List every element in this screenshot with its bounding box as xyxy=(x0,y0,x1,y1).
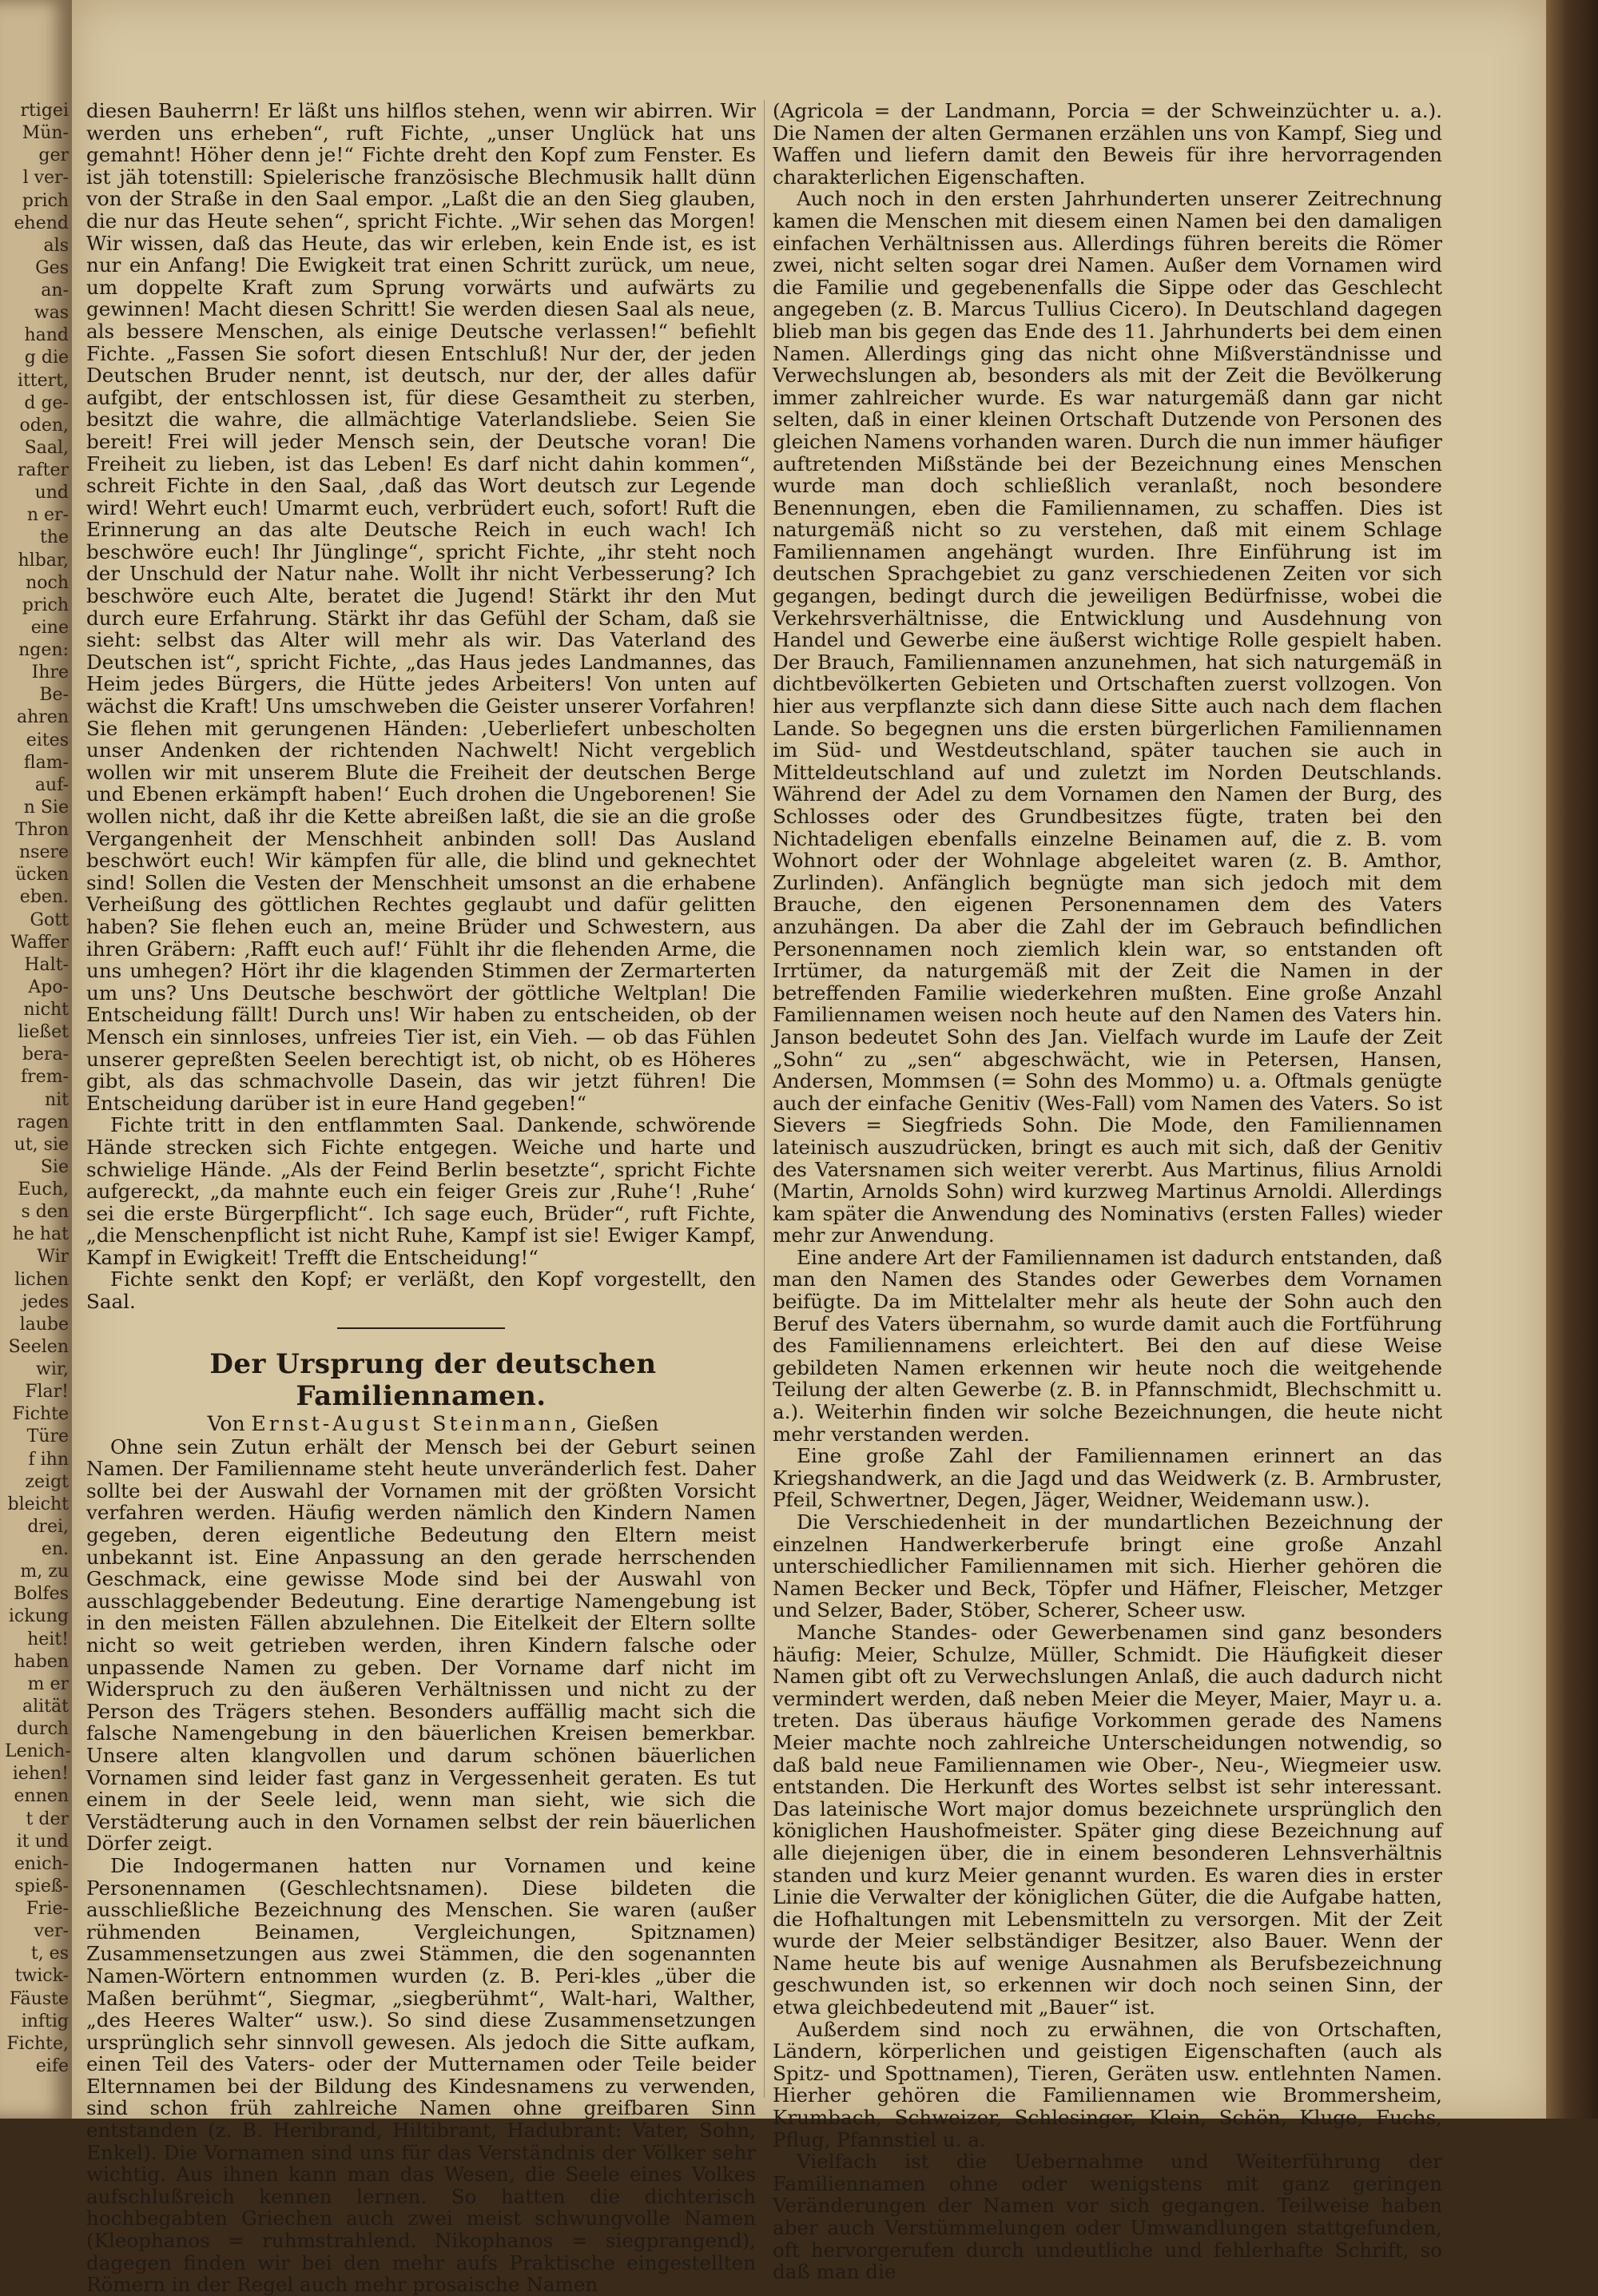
margin-fragment: eben. xyxy=(19,887,69,908)
margin-fragment: spieß- xyxy=(14,1876,69,1896)
margin-fragment: oden, xyxy=(19,415,69,436)
margin-fragment: an- xyxy=(41,281,69,300)
byline-author: Ernst-August Steinmann, xyxy=(251,1411,581,1435)
margin-fragment: m er xyxy=(27,1673,69,1694)
margin-fragment: it und xyxy=(16,1831,69,1852)
margin-fragment: rafter xyxy=(17,460,69,480)
margin-fragment: the xyxy=(39,527,69,548)
margin-fragment: nsere xyxy=(18,842,69,863)
margin-fragment: heit! xyxy=(27,1629,69,1649)
book-binding-edge xyxy=(1546,0,1598,2119)
margin-fragment: s den xyxy=(21,1202,69,1223)
margin-fragment: ehend xyxy=(14,213,69,233)
margin-fragment: en. xyxy=(41,1539,69,1559)
margin-fragment: inftig xyxy=(21,2011,69,2031)
margin-fragment: ngen: xyxy=(18,640,69,660)
margin-fragment: bleicht xyxy=(7,1494,69,1514)
margin-fragment: d ge- xyxy=(24,392,69,413)
column-right xyxy=(773,99,1442,2284)
margin-fragment: ücken xyxy=(14,865,69,885)
margin-fragment: enich- xyxy=(14,1853,69,1874)
margin-fragment: Thron xyxy=(15,820,69,840)
margin-fragment: l ver- xyxy=(22,168,69,189)
margin-fragment: t, es xyxy=(30,1944,69,1964)
margin-fragment: flam- xyxy=(23,752,69,773)
margin-fragment: Gott xyxy=(30,909,69,930)
margin-fragment: was xyxy=(34,303,69,324)
margin-fragment: ahren xyxy=(17,707,69,728)
margin-fragment: n er- xyxy=(26,505,69,526)
margin-fragment: als xyxy=(43,235,69,256)
margin-fragment: bera- xyxy=(22,1045,69,1065)
margin-fragment: ittert, xyxy=(17,370,69,391)
margin-fragment: lichen xyxy=(14,1269,69,1290)
article2-paragraph: Eine große Zahl der Familiennamen erinnert an das Kriegshandwerk, an die Jagd und das Weidwerk (z. B. Armbruster, Pfeil, Schwertner, Degen, Jäger, Weidner, Weidemann usw.). xyxy=(773,1444,1442,1512)
margin-fragment: iehen! xyxy=(12,1764,69,1785)
byline-place: Gießen xyxy=(586,1411,659,1435)
byline-prefix: Von xyxy=(207,1411,245,1435)
margin-fragment: nit xyxy=(44,1089,69,1110)
margin-fragment: eine xyxy=(30,617,69,638)
article1-paragraph: Fichte senkt den Kopf; er verläßt, den Kopf vorgestellt, den Saal. xyxy=(86,1267,756,1314)
margin-fragment: durch xyxy=(16,1719,69,1739)
margin-fragment: Waffer xyxy=(10,932,69,953)
margin-fragment: Bolfes xyxy=(14,1584,69,1605)
margin-fragment: Ges xyxy=(35,257,69,278)
margin-fragment: ließet xyxy=(18,1022,69,1043)
margin-fragment: eites xyxy=(26,730,69,750)
margin-fragment: zeigt xyxy=(25,1471,69,1492)
margin-fragment: frem- xyxy=(21,1067,69,1088)
column-divider xyxy=(764,100,765,2098)
margin-fragment: rtigei xyxy=(20,101,69,121)
margin-fragment: Lenich- xyxy=(5,1741,71,1762)
margin-fragment: Halt- xyxy=(24,954,69,975)
article2-paragraph: Ohne sein Zutun erhält der Mensch bei der Geburt seinen Namen. Der Familienname steht heute unveränderlich fest. Daher sollte bei der Auswahl der Vornamen mit der größten Vorsicht verfahren werden. Häufig werden nämlich den Kindern Namen gegeben, deren eigentliche Bedeutung den Eltern meist unbekannt ist. Eine Anpassung an den gerade herrschenden Geschmack, eine gewisse Mode sind bei der Auswahl von ausschlaggebender Bedeutung. Eine derartige Namengebung ist in den meisten Fällen abzulehnen. Die Eitelkeit der Eltern sollte nicht so weit getrieben werden, ihren Kindern falsche oder unpassende Namen zu geben. Der Vorname darf nicht im Widerspruch zu den äußeren Verhältnissen und nicht zu der Person des Trägers stehen. Besonders auffällig macht sich die falsche Namengebung in den bäuerlichen Kreisen bemerkbar. Unsere alten klangvollen und darum schönen bäuerlichen Vornamen sind leider fast ganz in Vergessenheit geraten. Es tut einem in der Seele leid, wenn man sieht, wie sich die Verstädterung auch in den Vornamen selbst der rein bäuerlichen Dörfer zeigt. xyxy=(86,1435,756,1856)
column-left xyxy=(86,99,756,2296)
margin-fragment: eife xyxy=(35,2055,69,2076)
margin-fragment: Flar! xyxy=(25,1382,69,1403)
article2-paragraph: Vielfach ist die Uebernahme und Weiterführung der Familiennamen ohne oder wenigstens mit ganz geringen Veränderungen der Namen vor sich gegangen. Teilweise haben aber auch Verstümmelungen oder Umwandlungen stattgefunden, oft hervorgerufen durch undeutliche und fehlerhafte Schrift, so daß man die xyxy=(773,2150,1442,2284)
margin-fragment: he hat xyxy=(12,1224,69,1245)
margin-fragment: Fichte xyxy=(12,1404,69,1425)
margin-fragment: Türe xyxy=(26,1427,69,1447)
margin-fragment: m, zu xyxy=(20,1562,69,1582)
article2-paragraph: (Agricola = der Landmann, Porcia = der Schweinzüchter u. a.). Die Namen der alten Germanen erzählen uns von Kampf, Sieg und Waffen und liefern damit den Beweis für ihre hervorragenden charakterlichen Eigenschaften. xyxy=(773,99,1442,189)
margin-fragment: Saal, xyxy=(24,437,69,458)
margin-fragment: und xyxy=(34,483,69,503)
margin-fragment: ickung xyxy=(8,1606,69,1627)
margin-fragment: Fäuste xyxy=(9,1988,69,2009)
margin-fragment: auf- xyxy=(34,774,69,795)
margin-fragment: Mün- xyxy=(22,123,69,144)
margin-fragment: t der xyxy=(26,1809,69,1829)
margin-fragment: ver- xyxy=(34,1921,69,1942)
margin-fragment: prich xyxy=(22,595,69,615)
article2-paragraph: Die Indogermanen hatten nur Vornamen und keine Personennamen (Geschlechtsnamen). Diese bildeten die ausschließliche Bezeichnung des Menschen. Sie waren (außer rühmenden Beinamen, Vergleichungen, Spitznamen) Zusammensetzungen aus zwei Stämmen, die den sogenannten Namen-Wörtern entnommen wurden (z. B. Peri-kles „über die Maßen berühmt“, Siegmar, „siegberühmt“, Walt-hari, Walther, „des Heeres Walter“ usw.). So sind diese Zusammensetzungen ursprünglich sehr sinnvoll gewesen. Als jedoch die Sitte aufkam, einen Teil des Vaters- oder der Mutternamen oder Teile beider Elternnamen bei der Bildung des Kindesnamens zu verwenden, sind schon früh zahlreiche Namen ohne greifbaren Sinn entstanden (z. B. Heribrand, Hiltibrant, Hadubrant: Vater, Sohn, Enkel). Die Vornamen sind uns für das Verständnis der Völker sehr wichtig. Aus ihnen kann man das Wesen, die Seele eines Volkes aufschlußreich kennen lernen. So hatten die dichterisch hochbegabten Griechen auch zwei meist schwungvolle Namen (Kleophanos = ruhmstrahlend. Nikophanos = siegprangend), dagegen finden wir bei den mehr aufs Praktische eingestellten Römern in der Regel auch mehr prosaische Namen xyxy=(86,1853,756,2296)
margin-fragment: Sie xyxy=(40,1156,69,1177)
article2-paragraph: Auch noch in den ersten Jahrhunderten unserer Zeitrechnung kamen die Menschen mit diesem einen Namen bei den damaligen einfachen Verhältnissen aus. Allerdings führen bereits die Römer zwei, nicht selten sogar drei Namen. Außer dem Vornamen wird die Familie und gegebenenfalls die Sippe oder das Geschlecht angegeben (z. B. Marcus Tullius Cicero). In Deutschland dagegen blieb man bis gegen das Ende des 11. Jahrhunderts bei dem einen Namen. Allerdings ging das nicht ohne Mißverständnisse und Verwechslungen ab, besonders als mit der Zeit die Bevölkerung immer zahlreicher wurde. Es war naturgemäß dann gar nicht selten, daß in einer kleinen Ortschaft Dutzende von Personen des gleichen Namens vorhanden waren. Durch die nun immer häufiger auftretenden Mißstände bei der Bezeichnung eines Menschen wurde man doch schließlich veranlaßt, noch besondere Benennungen, eben die Familiennamen, zu schaffen. Dies ist naturgemäß nicht so zu verstehen, daß mit einem Schlage Familiennamen angehängt wurden. Ihre Einführung ist im deutschen Sprachgebiet zu ganz verschiedenen Zeiten vor sich gegangen, bedingt durch die jeweiligen Bedürfnisse, wobei die Verkehrsverhältnisse, die Entwicklung und Ausdehnung von Handel und Gewerbe eine äußerst wichtige Rolle gespielt haben. Der Brauch, Familiennamen anzunehmen, hat sich naturgemäß in dichtbevölkerten Gebieten und Ortschaften zuerst vollzogen. Von hier aus verpflanzte sich dann diese Sitte auch nach dem flachen Lande. So begegnen uns die ersten bürgerlichen Familiennamen im Süd- und Westdeutschland, später tauchen sie auch in Mitteldeutschland auf und zuletzt im Norden Deutschlands. Während der Adel zu dem Vornamen den Namen der Burg, des Schlosses oder des Grundbesitzes fügte, traten bei den Nichtadeligen ebenfalls einzelne Beinamen auf, die z. B. vom Wohnort oder der Wohnlage abgeleitet waren (z. B. Amthor, Zurlinden). Anfänglich begnügte man sich jedoch mit dem Brauche, den eigenen Personennamen dem des Vaters anzuhängen. Da aber die Zahl der im Gebrauch befindlichen Personennamen noch ziemlich klein war, so entstanden oft Irrtümer, da naturgemäß mit der Zeit die Namen in der betreffenden Familie wiederkehren mußten. Eine große Anzahl Familiennamen weisen noch heute auf den Namen des Vaters hin. Janson bedeutet Sohn des Jan. Vielfach wurde im Laufe der Zeit „Sohn“ zu „sen“ abgeschwächt, wie in Petersen, Hansen, Andersen, Mommsen (= Sohn des Mommo) u. a. Oftmals genügte auch der einfache Genitiv (Wes-Fall) vom Namen des Vaters. So ist Sievers = Siegfrieds Sohn. Die Mode, den Familiennamen lateinisch auszudrücken, bringt es auch mit sich, daß der Genitiv des Vatersnamen sich weiter vererbt. Aus Martinus, filius Arnoldi (Martin, Arnolds Sohn) wird kurzweg Martinus Arnoldi. Allerdings kam später die Anwendung des Nominativs (ersten Falles) wieder mehr zur Anwendung. xyxy=(773,187,1442,1247)
margin-fragment: Apo- xyxy=(28,977,69,997)
article2-paragraph: Die Verschiedenheit in der mundartlichen Bezeichnung der einzelnen Handwerkerberufe bringt eine große Anzahl unterschiedlicher Familiennamen mit sich. Hierher gehören die Namen Becker und Beck, Töpfer und Häfner, Fleischer, Metzger und Selzer, Bader, Stöber, Scherer, Scheer usw. xyxy=(773,1510,1442,1622)
margin-fragment: alität xyxy=(22,1696,69,1717)
section-separator xyxy=(337,1327,505,1329)
margin-fragment: ennen xyxy=(14,1786,69,1807)
adjacent-page-edge xyxy=(0,0,72,2119)
margin-fragment: hlbar, xyxy=(18,550,69,571)
margin-fragment: drei, xyxy=(27,1516,69,1537)
margin-fragment: laube xyxy=(19,1314,69,1335)
margin-fragment: g die xyxy=(24,348,69,368)
margin-fragment: n Sie xyxy=(23,797,69,818)
article1-paragraph: diesen Bauherrn! Er läßt uns hilflos stehen, wenn wir abirren. Wir werden uns erheben“, ruft Fichte, „unser Unglück hat uns gemahnt! Höher denn je!“ Fichte dreht den Kopf zum Fenster. Es ist jäh totenstill: Spielerische französische Blechmusik hallt dünn von der Straße in den Saal empor. „Laßt die an den Sieg glauben, die nur das Heute sehen“, spricht Fichte. „Wir sehen das Morgen! Wir wissen, daß das Heute, das wir erleben, kein Ende ist, es ist nur ein Anfang! Die Ewigkeit trat einen Schritt zurück, um neue, um doppelte Kraft zum Sprung vorwärts und aufwärts zu gewinnen! Macht diesen Schritt! Sie werden diesen Saal als neue, als bessere Menschen, als einige Deutsche verlassen!“ befiehlt Fichte. „Fassen Sie sofort diesen Entschluß! Nur der, der jeden Deutschen Bruder nennt, ist deutsch, nur der, der alles dafür aufgibt, der entschlossen ist, für diese Gesamtheit zu sterben, besitzt die wahre, die allmächtige Vaterlandsliebe. Seien Sie bereit! Frei will jeder Mensch sein, der Deutsche voran! Die Freiheit zu lieben, ist das Leben! Es darf nicht dahin kommen“, schreit Fichte in den Saal, ‚daß das Wort deutsch zur Legende wird! Wehrt euch! Umarmt euch, verbrüdert euch, sofort! Ruft die Erinnerung an das alte Deutsche Reich in euch wach! Ich beschwöre euch! Ihr Jünglinge“, spricht Fichte, „ihr steht noch der Unschuld der Natur nahe. Wollt ihr nicht Verbesserung? Ich beschwöre euch Alte, beratet die Jugend! Stärkt ihr den Mut durch eure Erfahrung. Stärkt ihr das Gefühl der Scham, daß sie sieht: selbst das Alter will mehr als wir. Das Vaterland des Deutschen ist“, spricht Fichte, „das Haus jedes Landmannes, das Heim jedes Bürgers, die Hütte jedes Arbeiters! Von unten auf wächst die Kraft! Uns umschweben die Geister unserer Vorfahren! Sie flehen mit gerungenen Händen: ‚Ueberliefert unbescholten unser Andenken der richtenden Nachwelt! Nicht vergeblich wollen wir mit unserem Blute die Freiheit der deutschen Berge und Ebenen erkämpft haben!‘ Euch drohen die Ungeborenen! Sie wollen nicht, daß ihr die Kette abreißen laßt, die sie an die große Vergangenheit der Menschheit anbinden soll! Das Ausland beschwört euch! Wir kämpfen für alle, die blind und geknechtet sind! Sollen die Vesten der Menschheit umsonst an die erhabene Verheißung des göttlichen Rechtes geglaubt und dafür gelitten haben? Sie flehen euch an, meine Brüder und Schwestern, aus ihren Gräbern: ‚Rafft euch auf!‘ Fühlt ihr die flehenden Arme, die uns umhegen? Hört ihr die klagenden Stimmen der Zermarterten um uns? Uns Deutsche beschwört der göttliche Weltplan! Die Entscheidung fällt! Durch uns! Wir haben zu entscheiden, ob der Mensch ein sinnloses, unfreies Tier ist, ein Vieh. — ob das Fühlen unserer gepreßten Seelen berechtigt ist, ob nicht, ob es Höheres gibt, als das schmachvolle Dasein, das wir jetzt führen! Die Entscheidung darüber ist in eure Hand gegeben!“ xyxy=(86,99,756,1115)
margin-fragment: Wir xyxy=(37,1247,69,1267)
margin-fragment: f ihn xyxy=(28,1449,69,1470)
margin-fragment: wir, xyxy=(36,1359,69,1379)
margin-fragment: jedes xyxy=(22,1291,69,1312)
article2-paragraph: Manche Standes- oder Gewerbenamen sind ganz besonders häufig: Meier, Schulze, Müller, Schmidt. Die Häufigkeit dieser Namen gibt oft zu Verwechslungen Anlaß, die auch dadurch nicht vermindert werden, daß neben Meier die Meyer, Maier, Mayr u. a. treten. Das überaus häufige Vorkommen gerade des Namens Meier machte noch zahlreiche Unterscheidungen notwendig, so daß bald neue Familiennamen wie Ober-, Neu-, Wiegmeier usw. entstanden. Die Herkunft des Wortes selbst ist sehr interessant. Das lateinische Wort major domus bezeichnete ursprünglich den königlichen Haushofmeister. Später ging diese Bezeichnung auf alle diejenigen über, die in einem besonderen Lehnsverhältnis standen und kurz Meier genannt wurden. Es waren dies in erster Linie die Verwalter der königlichen Güter, die die Aufgabe hatten, die Hofhaltungen mit Lebensmitteln zu versorgen. Mit der Zeit wurde der Meier selbständiger Besitzer, also Bauer. Wenn der Name heute bis auf wenige Ausnahmen als Berufsbezeichnung geschwunden ist, so erkennen wir doch noch seinen Sinn, der etwa gleichbedeutend mit „Bauer“ ist. xyxy=(773,1620,1442,2019)
margin-fragment: Be- xyxy=(39,685,69,706)
margin-fragment: ger xyxy=(38,145,69,166)
margin-fragment: nicht xyxy=(23,1000,69,1020)
margin-fragment: Seelen xyxy=(8,1336,69,1357)
margin-fragment: haben xyxy=(14,1651,69,1672)
margin-fragment: hand xyxy=(24,325,69,346)
margin-fragment: prich xyxy=(22,190,69,211)
margin-fragment: noch xyxy=(26,572,69,593)
margin-fragment: Ihre xyxy=(31,663,69,683)
article-title: Der Ursprung der deutschen Familiennamen. xyxy=(209,1347,657,1412)
margin-fragment: ragen xyxy=(17,1112,69,1132)
newspaper-page xyxy=(72,0,1546,2296)
article2-paragraph: Eine andere Art der Familiennamen ist dadurch entstanden, daß man den Namen des Standes oder Gewerbes dem Vornamen beifügte. Da im Mittelalter mehr als heute der Sohn auch den Beruf des Vaters übernahm, so wurde damit auch die Fortführung des Familiennamens erleichtert. Bei den auf diese Weise gebildeten Namen erkennen wir heute noch die weitgehende Teilung der alten Gewerbe (z. B. in Pfannschmidt, Blechschmitt u. a.). Weiterhin finden wir solche Bezeichnungen, die heute nicht mehr verstanden werden. xyxy=(773,1245,1442,1446)
margin-fragment: Fichte, xyxy=(6,2033,69,2054)
article1-paragraph: Fichte tritt in den entflammten Saal. Dankende, schwörende Hände strecken sich Fichte entgegen. Weiche und harte und schwielige Hände. „Als der Feind Berlin besetzte“, spricht Fichte aufgereckt, „da mahnte euch ein feiger Greis zur ‚Ruhe‘! ‚Ruhe‘ sei die erste Bürgerpflicht“. Ich sage euch, Brüder“, ruft Fichte, „die Menschenpflicht ist nicht Ruhe, Kampf ist sie! Ewiger Kampf, Kampf in Ewigkeit! Trefft die Entscheidung!“ xyxy=(86,1113,756,1269)
margin-fragment: Frie- xyxy=(26,1899,69,1919)
article-byline xyxy=(86,1412,756,1436)
margin-fragment: Euch, xyxy=(18,1180,69,1200)
margin-fragment: ut, sie xyxy=(14,1134,69,1155)
margin-fragment: twick- xyxy=(14,1966,69,1987)
article2-paragraph: Außerdem sind noch zu erwähnen, die von Ortschaften, Ländern, körperlichen und geistigen Eigenschaften (auch als Spitz- und Spottnamen), Tieren, Geräten usw. entlehnten Namen. Hierher gehören die Familiennamen wie Brommersheim, Krumbach, Schweizer, Schlesinger, Klein, Schön, Kluge, Fuchs, Pflug, Pfannstiel u. a. xyxy=(773,2017,1442,2151)
